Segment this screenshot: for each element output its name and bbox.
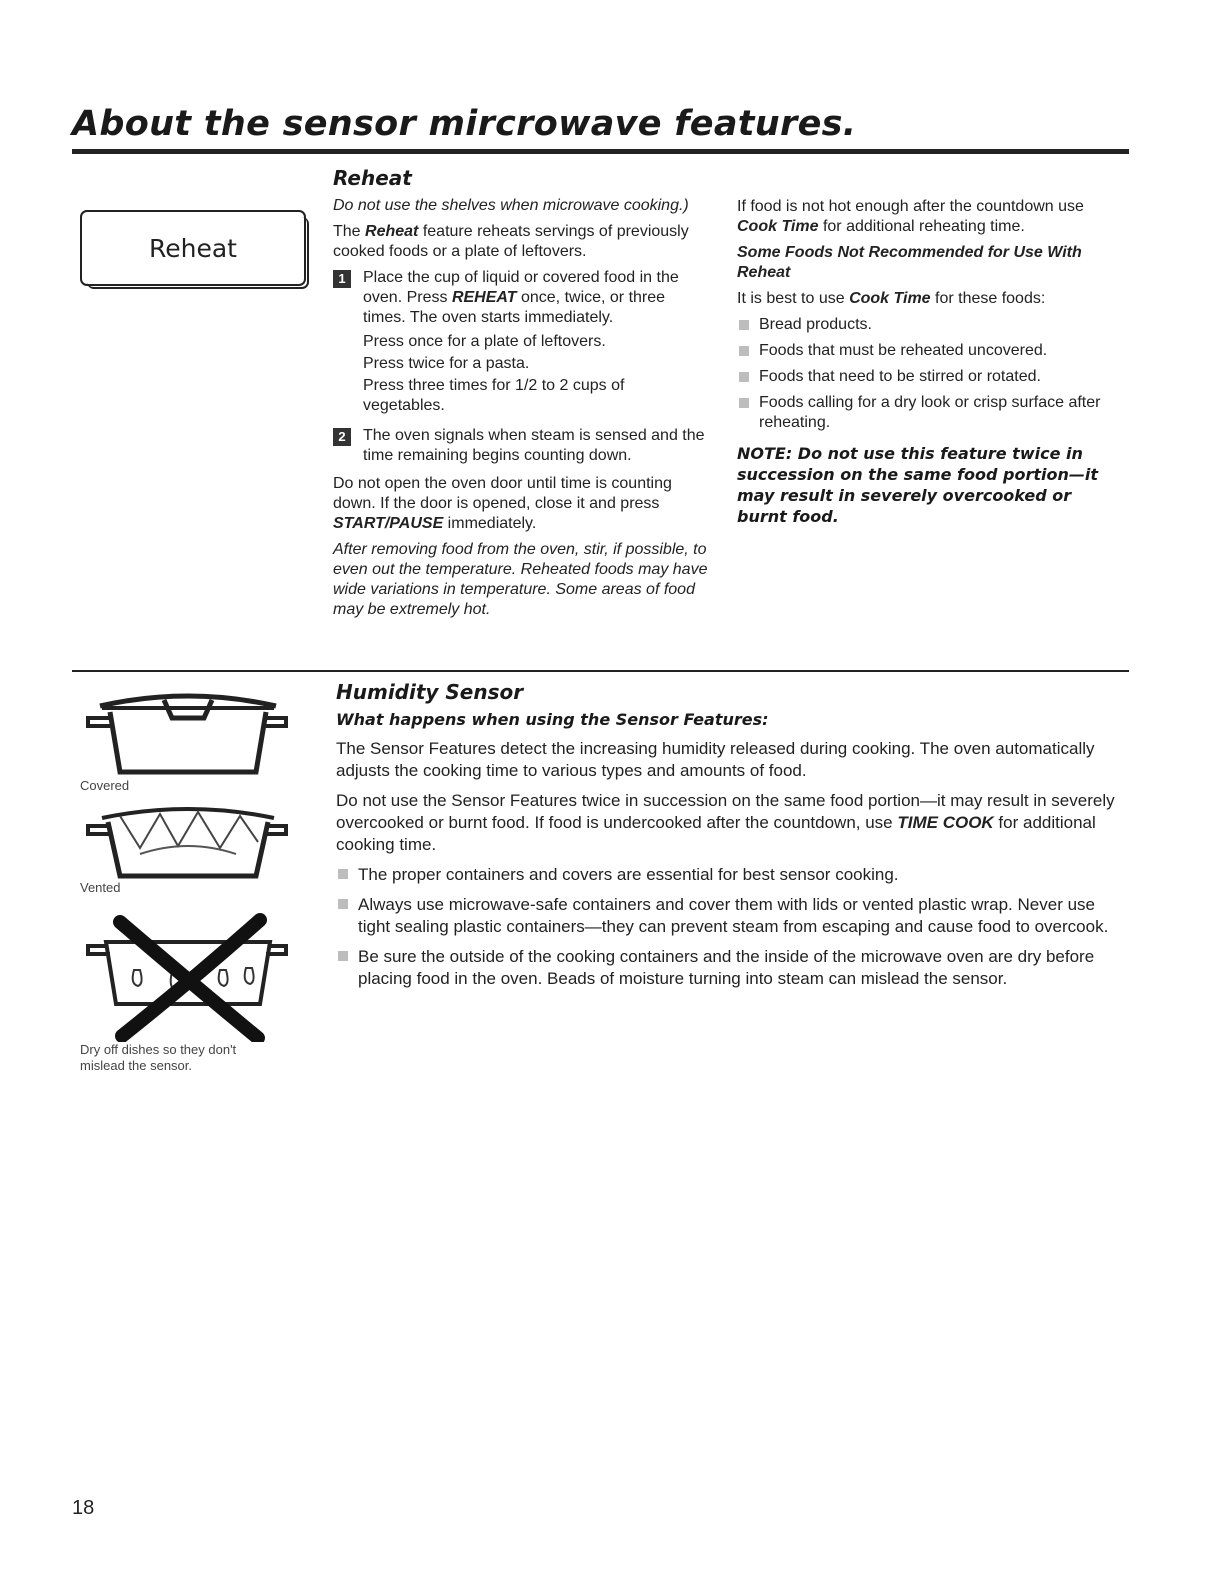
- best-to-use-text: It is best to use Cook Time for these foods:: [737, 290, 1046, 307]
- step-2-badge: 2: [333, 428, 351, 446]
- reheat-shelves-note: Do not use the shelves when microwave cooking.): [333, 197, 689, 214]
- page-title: About the sensor mircrowave features.: [72, 104, 857, 144]
- not-hot-enough-text: If food is not hot enough after the countdown use Cook Time for additional reheating time.: [737, 198, 1084, 235]
- covered-dish-figure: [80, 678, 296, 794]
- press-line: Press once for a plate of leftovers.: [363, 333, 606, 350]
- covered-caption: Covered: [80, 778, 130, 793]
- humidity-bullet: Be sure the outside of the cooking containers and the inside of the microwave oven are dry before placing food in the oven. Beads of moisture turning into steam can mislead the sensor.: [336, 946, 1116, 990]
- vented-dish-icon: [80, 798, 296, 880]
- reheat-title: Reheat: [333, 166, 412, 190]
- press-line: Press three times for 1/2 to 2 cups of vegetables.: [363, 377, 625, 414]
- page-number: 18: [72, 1497, 95, 1519]
- humidity-paragraph: The Sensor Features detect the increasing humidity released during cooking. The oven automatically adjusts the cooking time to various types and amounts of food.: [336, 739, 1095, 780]
- humidity-bullet: Always use microwave-safe containers and cover them with lids or vented plastic wrap. Never use tight sealing plastic containers—they can prevent steam from escaping and cause food to overcook.: [336, 894, 1116, 938]
- section-divider: [72, 670, 1129, 672]
- vented-caption: Vented: [80, 880, 121, 895]
- door-instruction: Do not open the oven door until time is counting down. If the door is opened, close it and press START/PAUSE immediately.: [333, 475, 672, 532]
- after-removing-note: After removing food from the oven, stir, if possible, to even out the temperature. Reheated foods may have wide variations in temperature. Some areas of food may be extremely hot.: [333, 541, 708, 618]
- food-bullet: Foods that must be reheated uncovered.: [737, 341, 1122, 361]
- food-bullet: Bread products.: [737, 315, 1122, 335]
- reheat-step-1: 1 Place the cup of liquid or covered food in the oven. Press REHEAT once, twice, or three times. The oven starts immediately.: [333, 268, 708, 328]
- reheat-section: [333, 168, 708, 626]
- not-recommended-heading: Some Foods Not Recommended for Use With Reheat: [737, 244, 1082, 281]
- humidity-sensor-section: [336, 682, 1116, 998]
- vented-dish-figure: [80, 798, 296, 896]
- reheat-step-2: 2 The oven signals when steam is sensed and the time remaining begins counting down.: [333, 426, 708, 466]
- reheat-intro: The Reheat feature reheats servings of previously cooked foods or a plate of leftovers.: [333, 223, 689, 260]
- humidity-title: Humidity Sensor: [336, 680, 524, 704]
- food-bullet: Foods that need to be stirred or rotated.: [737, 367, 1122, 387]
- crossed-dish-icon: [80, 912, 296, 1042]
- reheat-warning-note: NOTE: Do not use this feature twice in succession on the same food portion—it may result in severely overcooked or burnt food.: [737, 444, 1098, 526]
- press-line: Press twice for a pasta.: [363, 355, 530, 372]
- title-rule: [72, 149, 1129, 154]
- dry-dishes-caption: Dry off dishes so they don't mislead the sensor.: [80, 1042, 237, 1073]
- covered-dish-icon: [80, 678, 296, 778]
- reheat-right-column: [737, 197, 1122, 527]
- humidity-subtitle: What happens when using the Sensor Features:: [336, 710, 769, 729]
- reheat-key-illustration: Reheat: [80, 210, 306, 286]
- humidity-bullet: The proper containers and covers are essential for best sensor cooking.: [336, 864, 1116, 886]
- humidity-warning-paragraph: Do not use the Sensor Features twice in succession on the same food portion—it may result in severely overcooked or burnt food. If food is undercooked after the countdown, use TIME COOK for additional cooking time.: [336, 791, 1115, 854]
- food-bullet: Foods calling for a dry look or crisp surface after reheating.: [737, 393, 1122, 433]
- dry-dishes-figure: [80, 912, 296, 1074]
- step-1-badge: 1: [333, 270, 351, 288]
